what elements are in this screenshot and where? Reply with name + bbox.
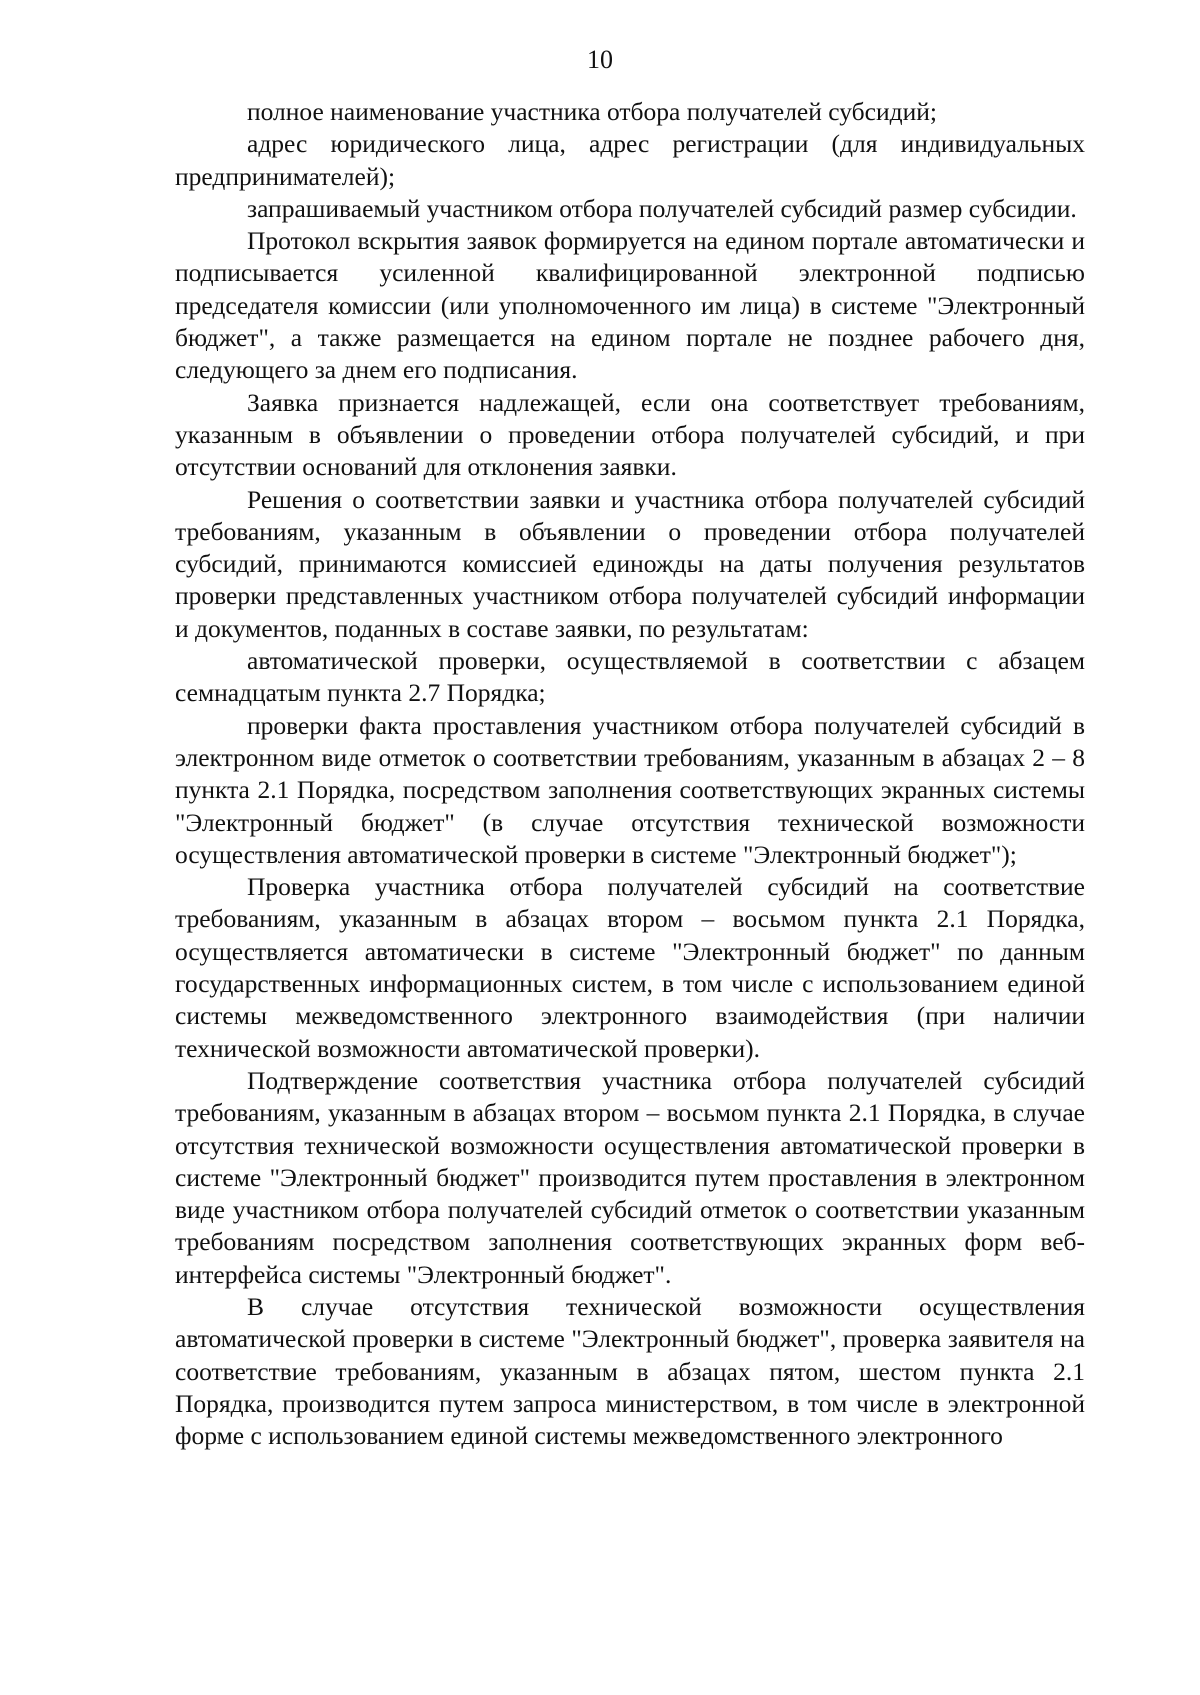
paragraph-4: Протокол вскрытия заявок формируется на едином портале автоматически и подписывается усиленной квалифицированной электронной подписью председателя комиссии (или уполномоченного им лица) в системе "Электронный бюджет", а также размещается на едином портале не позднее рабочего дня, следующего за днем его подписания. (175, 226, 1085, 385)
paragraph-10: Подтверждение соответствия участника отбора получателей субсидий требованиям, указанным в абзацах втором – восьмом пункта 2.1 Порядка, в случае отсутствия технической возможности осуществления автоматической проверки в системе "Электронный бюджет" производится путем проставления в электронном виде участником отбора получателей субсидий отметок о соответствии указанным требованиям посредством заполнения соответствующих экранных форм веб-интерфейса системы "Электронный бюджет". (175, 1065, 1085, 1289)
paragraph-6: Решения о соответствии заявки и участника отбора получателей субсидий требованиям, указанным в объявлении о проведении отбора получателей субсидий, принимаются комиссией единожды на даты получения результатов проверки представленных участником отбора получателей субсидий информации и документов, поданных в составе заявки, по результатам: (175, 484, 1085, 643)
paragraph-7: автоматической проверки, осуществляемой в соответствии с абзацем семнадцатым пункта 2.7 Порядка; (175, 646, 1085, 708)
document-body (175, 96, 1085, 1452)
paragraph-2: адрес юридического лица, адрес регистрации (для индивидуальных предпринимателей); (175, 129, 1085, 191)
paragraph-11: В случае отсутствия технической возможности осуществления автоматической проверки в системе "Электронный бюджет", проверка заявителя на соответствие требованиям, указанным в абзацах пятом, шестом пункта 2.1 Порядка, производится путем запроса министерством, в том числе в электронной форме с использованием единой системы межведомственного электронного (175, 1291, 1085, 1451)
paragraph-1: полное наименование участника отбора получателей субсидий; (247, 97, 937, 126)
page-number: 10 (587, 45, 613, 74)
paragraph-3: запрашиваемый участником отбора получателей субсидий размер субсидии. (247, 193, 1077, 223)
paragraph-8: проверки факта проставления участником отбора получателей субсидий в электронном виде отметок о соответствии требованиям, указанным в абзацах 2 – 8 пункта 2.1 Порядка, посредством заполнения соответствующих экранных системы "Электронный бюджет" (в случае отсутствия технической возможности осуществления автоматической проверки в системе "Электронный бюджет"); (175, 710, 1085, 869)
paragraph-5: Заявка признается надлежащей, если она соответствует требованиям, указанным в объявлении о проведении отбора получателей субсидий, и при отсутствии оснований для отклонения заявки. (175, 387, 1085, 482)
paragraph-9: Проверка участника отбора получателей субсидий на соответствие требованиям, указанным в абзацах втором – восьмом пункта 2.1 Порядка, осуществляется автоматически в системе "Электронный бюджет" по данным государственных информационных систем, в том числе с использованием единой системы межведомственного электронного взаимодействия (при наличии технической возможности автоматической проверки). (175, 872, 1085, 1063)
